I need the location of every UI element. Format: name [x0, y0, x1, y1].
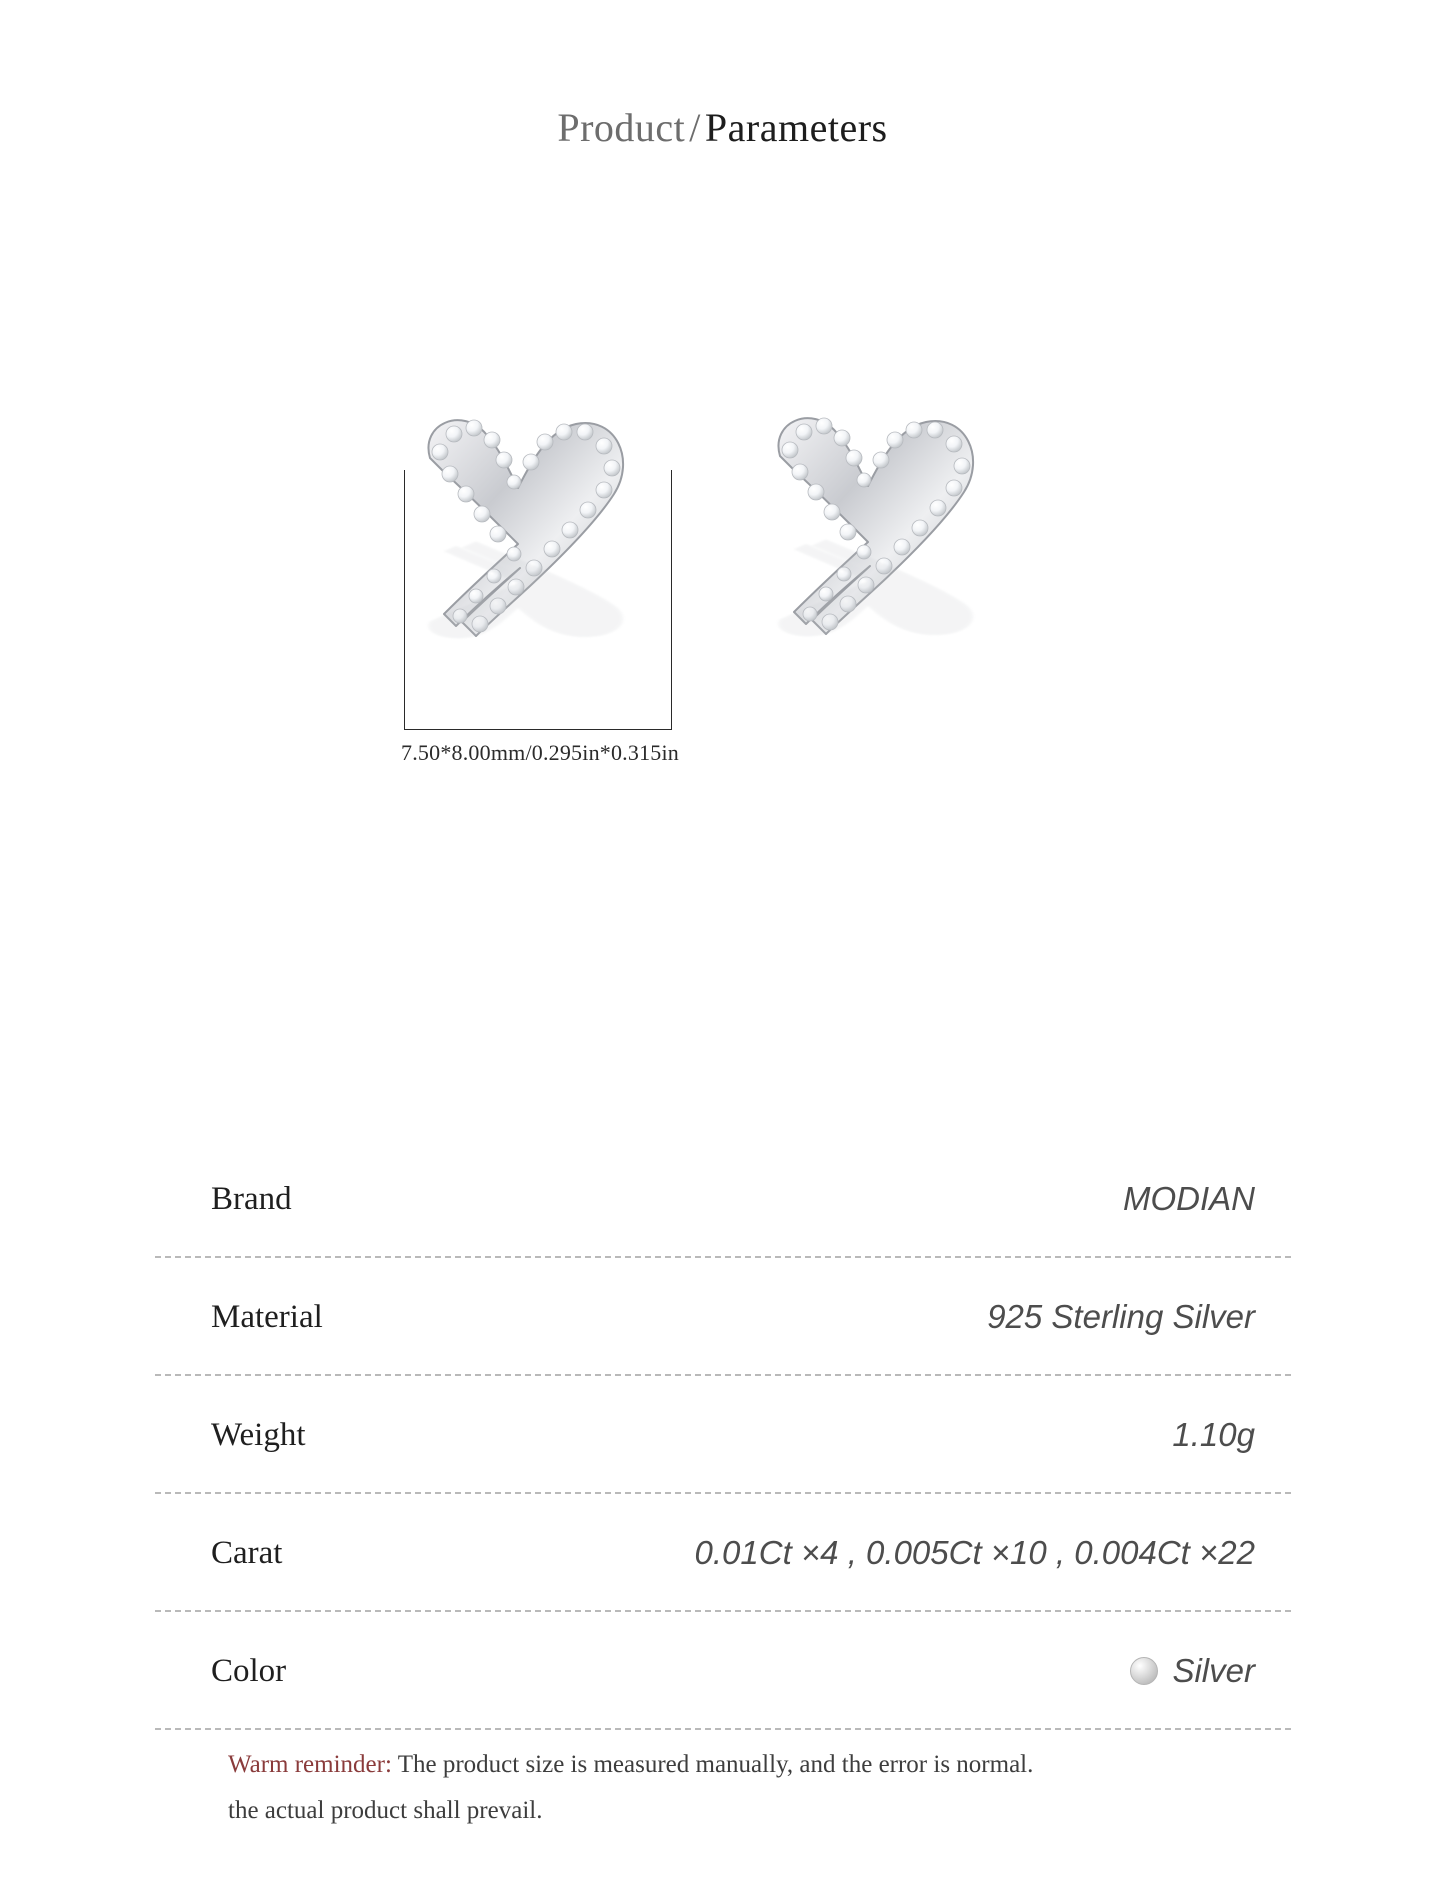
- param-value-carat: 0.01Ct ×4 , 0.005Ct ×10 , 0.004Ct ×22: [694, 1534, 1255, 1571]
- product-image-area: [0, 370, 1445, 790]
- param-key-color: Color: [211, 1652, 287, 1689]
- color-swatch-icon: [1130, 1657, 1158, 1685]
- param-value-material: 925 Sterling Silver: [987, 1298, 1255, 1335]
- page-title-part1: Product: [557, 105, 686, 150]
- table-row: [155, 1612, 1291, 1730]
- earring-right-image: [740, 388, 1020, 668]
- param-value-brand: MODIAN: [1123, 1180, 1255, 1217]
- size-measurement-label: 7.50*8.00mm/0.295in*0.315in: [401, 740, 679, 765]
- param-value-color: Silver: [1172, 1652, 1255, 1689]
- parameters-table: [155, 1140, 1291, 1730]
- warm-reminder: [228, 1742, 1268, 1834]
- param-key-material: Material: [211, 1298, 323, 1335]
- param-value-weight: 1.10g: [1172, 1416, 1255, 1453]
- size-measurement-bracket: [404, 470, 672, 730]
- page-title-slash: /: [689, 105, 701, 150]
- table-row: [155, 1494, 1291, 1612]
- table-row: [155, 1258, 1291, 1376]
- warm-reminder-label: Warm reminder:: [228, 1751, 392, 1778]
- param-value-color-wrap: [1130, 1652, 1291, 1690]
- param-key-carat: Carat: [211, 1534, 283, 1571]
- param-key-weight: Weight: [211, 1416, 306, 1453]
- page-title-part2: Parameters: [704, 105, 888, 150]
- table-row: [155, 1140, 1291, 1258]
- warm-reminder-line2: the actual product shall prevail.: [228, 1797, 543, 1824]
- page-title: [0, 104, 1445, 151]
- warm-reminder-line1: The product size is measured manually, and the error is normal.: [391, 1751, 1034, 1778]
- param-key-brand: Brand: [211, 1180, 292, 1217]
- table-row: [155, 1376, 1291, 1494]
